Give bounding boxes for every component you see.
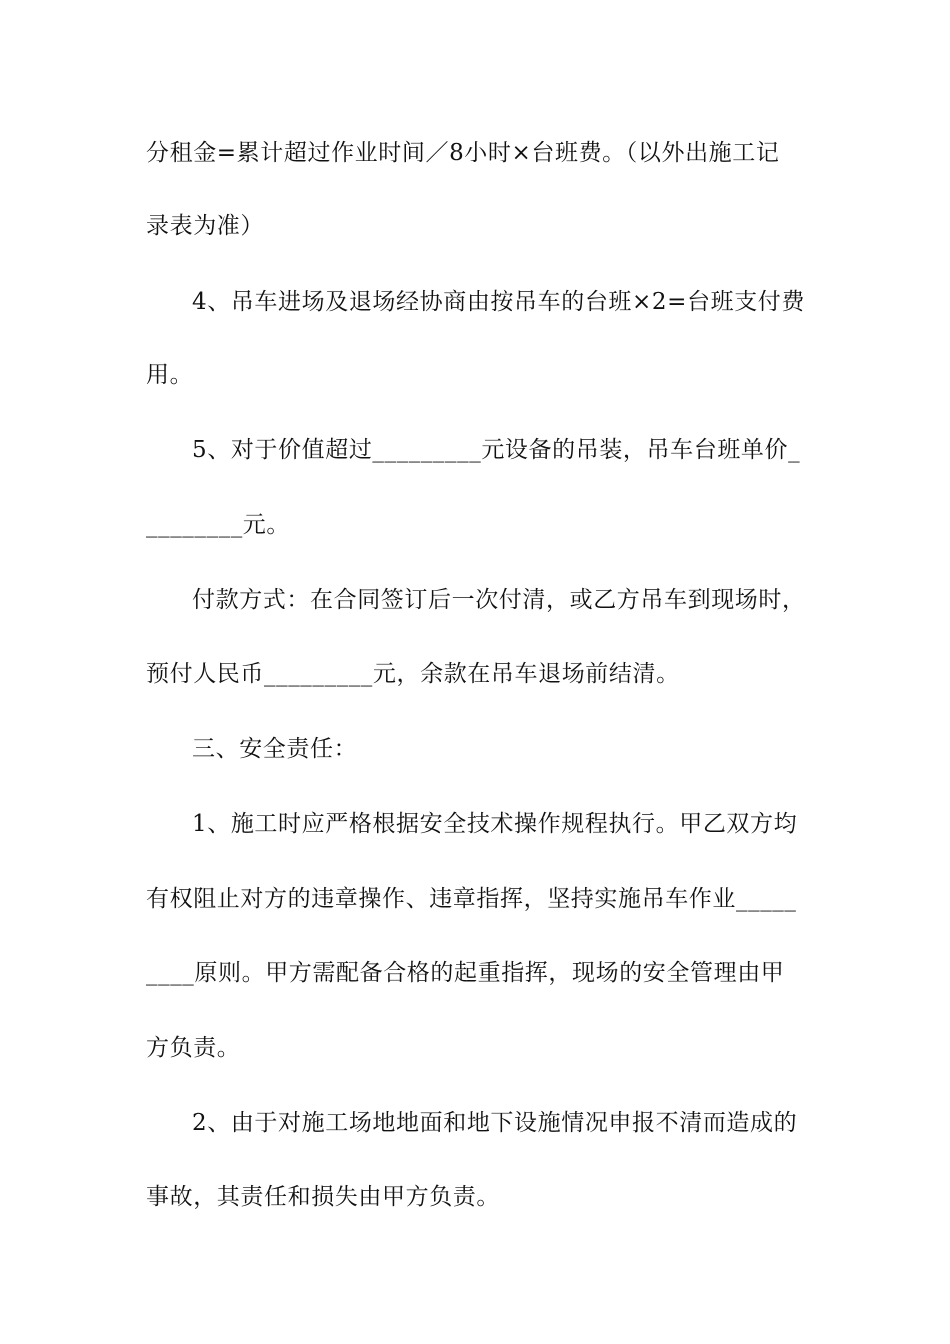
text-line: 5、对于价值超过_________元设备的吊装，吊车台班单价_ xyxy=(192,437,801,463)
text-line: 4、吊车进场及退场经协商由按吊车的台班×2=台班支付费 xyxy=(192,289,806,315)
text-line: 预付人民币_________元，余款在吊车退场前结清。 xyxy=(146,661,680,687)
text-line: 方负责。 xyxy=(146,1035,241,1061)
text-line: ____原则。甲方需配备合格的起重指挥，现场的安全管理由甲 xyxy=(146,960,785,986)
text-line: 用。 xyxy=(146,362,194,388)
text-line: 分租金=累计超过作业时间／8小时×台班费。（以外出施工记 xyxy=(146,140,780,166)
text-line: 2、由于对施工场地地面和地下设施情况申报不清而造成的 xyxy=(192,1110,798,1136)
text-line: 1、施工时应严格根据安全技术操作规程执行。甲乙双方均 xyxy=(192,811,798,837)
text-line: 付款方式：在合同签订后一次付清，或乙方吊车到现场时， xyxy=(192,587,806,613)
text-line: 有权阻止对方的违章操作、违章指挥，坚持实施吊车作业_____ xyxy=(146,886,797,912)
section-heading: 三、安全责任： xyxy=(192,736,358,762)
text-line: ________元。 xyxy=(146,512,290,538)
text-line: 事故，其责任和损失由甲方负责。 xyxy=(146,1184,500,1210)
text-line: 录表为准） xyxy=(146,213,264,239)
